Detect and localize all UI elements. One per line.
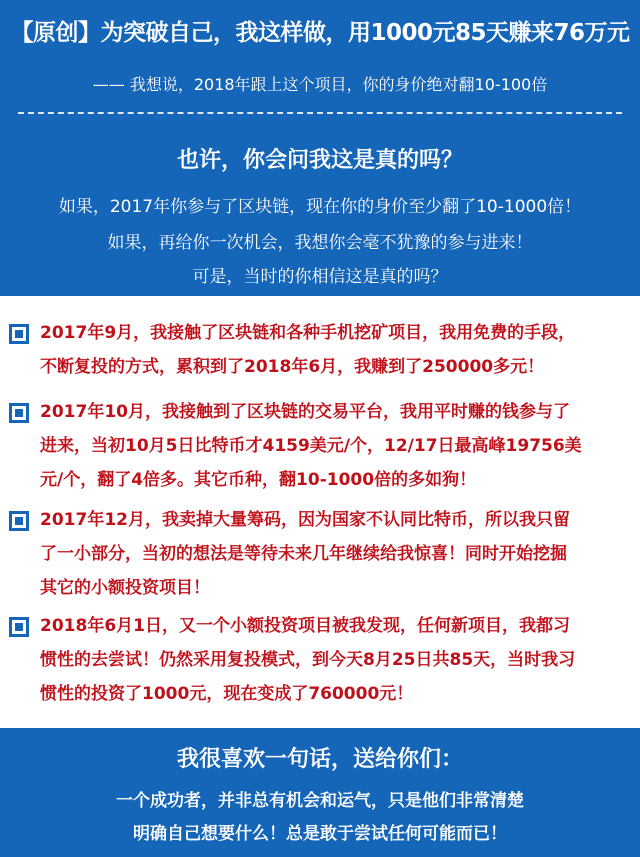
dashed-divider bbox=[18, 112, 622, 114]
story-list bbox=[0, 296, 640, 728]
list-item-line: 惯性的投资了1000元，现在变成了760000元！ bbox=[40, 684, 414, 704]
footer-line: 一个成功者，并非总有机会和运气，只是他们非常清楚 bbox=[116, 791, 524, 811]
list-item-text bbox=[40, 316, 634, 384]
footer-section bbox=[0, 728, 640, 857]
footer-title: 我很喜欢一句话，送给你们： bbox=[176, 747, 463, 772]
question-heading: 也许，你会问我这是真的吗？ bbox=[176, 148, 463, 173]
list-item-line: 进来，当初10月5日比特币才4159美元/个，12/17日最高峰19756美 bbox=[40, 436, 582, 456]
list-item-line: 元/个，翻了4倍多。其它币种，翻10-1000倍的多如狗！ bbox=[40, 470, 477, 490]
list-item-text bbox=[40, 503, 634, 605]
list-item-line: 不断复投的方式，累积到了2018年6月，我赚到了250000多元！ bbox=[40, 357, 545, 377]
list-item-line: 2017年9月，我接触了区块链和各种手机挖矿项目，我用免费的手段， bbox=[40, 323, 576, 343]
intro-line: 可是，当时的你相信这是真的吗？ bbox=[192, 267, 448, 287]
header-section bbox=[0, 0, 640, 296]
square-bullet-icon bbox=[9, 511, 29, 531]
page-subtitle: —— 我想说，2018年跟上这个项目，你的身价绝对翻10-100倍 bbox=[92, 75, 548, 94]
footer-line: 明确自己想要什么！总是敢于尝试任何可能而已！ bbox=[133, 824, 507, 844]
square-bullet-icon bbox=[9, 324, 29, 344]
intro-line: 如果，再给你一次机会，我想你会毫不犹豫的参与进来！ bbox=[107, 233, 533, 253]
intro-line: 如果，2017年你参与了区块链，现在你的身价至少翻了10-1000倍！ bbox=[58, 197, 582, 217]
page-title: 【原创】为突破自己，我这样做，用1000元85天赚来76万元 bbox=[10, 20, 630, 46]
list-item-line: 2017年12月，我卖掉大量筹码，因为国家不认同比特币，所以我只留 bbox=[40, 510, 570, 530]
list-item-line: 2017年10月，我接触到了区块链的交易平台，我用平时赚的钱参与了 bbox=[40, 402, 570, 422]
list-item-line: 了一小部分，当初的想法是等待未来几年继续给我惊喜！同时开始挖掘 bbox=[40, 544, 567, 564]
square-bullet-icon bbox=[9, 617, 29, 637]
list-item-line: 其它的小额投资项目！ bbox=[40, 578, 210, 598]
list-item-text bbox=[40, 609, 634, 711]
list-item-text bbox=[40, 395, 634, 497]
square-bullet-icon bbox=[9, 403, 29, 423]
list-item-line: 惯性的去尝试！仍然采用复投模式，到今天8月25日共85天，当时我习 bbox=[40, 650, 576, 670]
list-item-line: 2018年6月1日，又一个小额投资项目被我发现，任何新项目，我都习 bbox=[40, 616, 570, 636]
